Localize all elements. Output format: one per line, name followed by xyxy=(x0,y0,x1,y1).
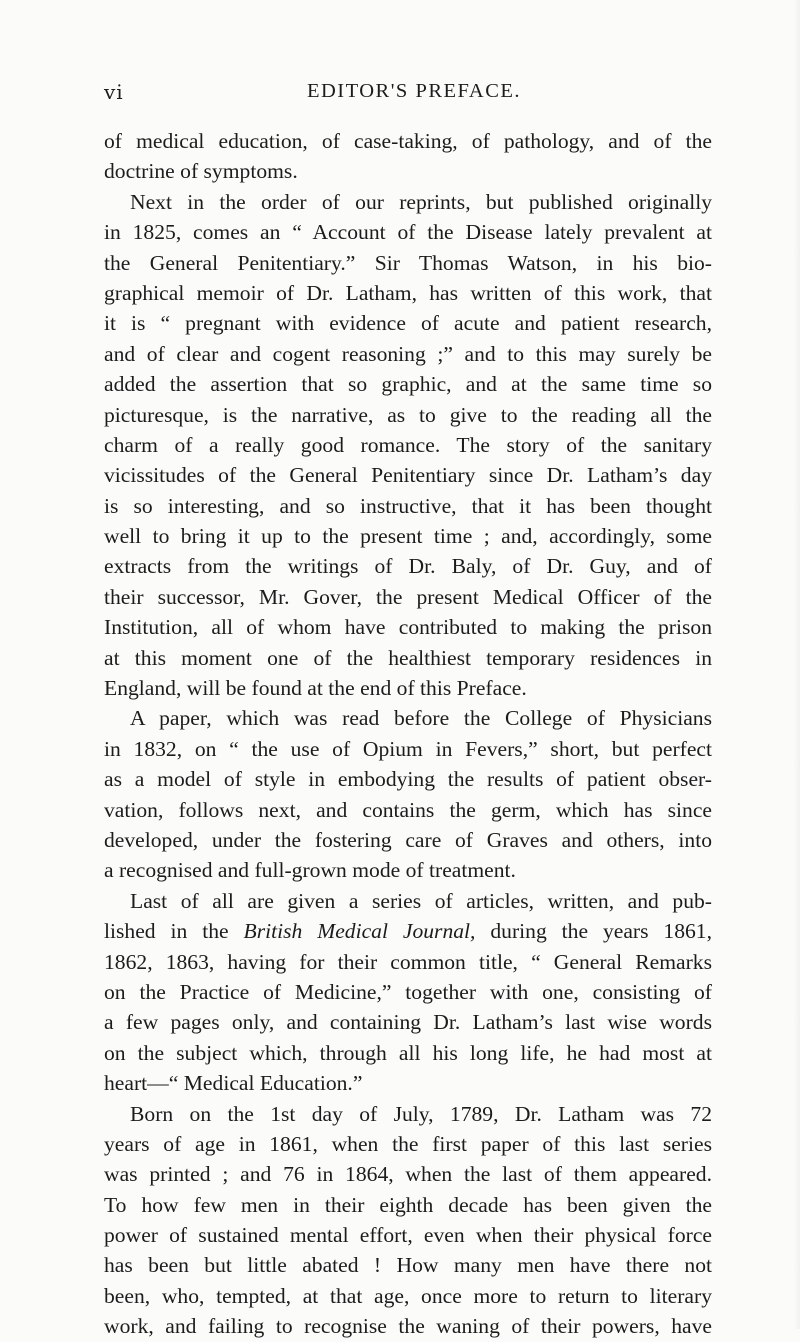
text-line: vation, follows next, and contains the germ, which has since xyxy=(104,797,712,822)
page-number: vi xyxy=(104,80,124,104)
text-segment: lished in the xyxy=(104,919,244,944)
text-line: 1862, 1863, having for their common title, “ General Remarks xyxy=(104,949,712,974)
text-line: To how few men in their eighth decade has been given the xyxy=(104,1192,712,1217)
page-edge-shadow xyxy=(794,0,800,1329)
text-line: Last of all are given a series of articles, written, and pub- xyxy=(130,888,712,913)
text-line xyxy=(104,916,712,946)
text-line: been, who, tempted, at that age, once more to return to literary xyxy=(104,1283,712,1308)
text-line: has been but little abated ! How many men have there not xyxy=(104,1253,712,1278)
text-line: at this moment one of the healthiest temporary residences in xyxy=(104,645,712,670)
text-line: a recognised and full-grown mode of treatment. xyxy=(104,858,516,883)
text-line: on the subject which, through all his long life, he had most at xyxy=(104,1040,712,1065)
text-line: doctrine of symptoms. xyxy=(104,159,298,184)
text-line: graphical memoir of Dr. Latham, has written of this work, that xyxy=(104,280,712,305)
running-head: EDITOR'S PREFACE. xyxy=(306,80,522,102)
journal-title: British Medical Journal, xyxy=(243,919,476,944)
text-line: A paper, which was read before the College of Physicians xyxy=(130,706,712,731)
text-line: their successor, Mr. Gover, the present Medical Officer of the xyxy=(104,584,712,609)
text-line: charm of a really good romance. The story of the sanitary xyxy=(104,432,712,457)
page-header xyxy=(104,80,684,110)
text-line: years of age in 1861, when the first paper of this last series xyxy=(104,1131,712,1156)
body-text xyxy=(104,126,712,1342)
text-line: vicissitudes of the General Penitentiary since Dr. Latham’s day xyxy=(104,463,712,488)
text-line: in 1825, comes an “ Account of the Disease lately prevalent at xyxy=(104,220,712,245)
text-line: picturesque, is the narrative, as to give to the reading all the xyxy=(104,402,712,427)
text-line: extracts from the writings of Dr. Baly, of Dr. Guy, and of xyxy=(104,554,712,579)
text-line: a few pages only, and containing Dr. Latham’s last wise words xyxy=(104,1010,712,1035)
text-segment: during the years 1861, xyxy=(475,919,713,944)
text-line: Institution, all of whom have contributed to making the prison xyxy=(104,615,712,640)
text-line: Born on the 1st day of July, 1789, Dr. Latham was 72 xyxy=(130,1101,712,1126)
text-line: added the assertion that so graphic, and at the same time so xyxy=(104,372,712,397)
text-line: the General Penitentiary.” Sir Thomas Watson, in his bio- xyxy=(104,250,712,275)
text-line: on the Practice of Medicine,” together with one, consisting of xyxy=(104,979,712,1004)
text-line: developed, under the fostering care of Graves and others, into xyxy=(104,827,712,852)
text-line: and of clear and cogent reasoning ;” and to this may surely be xyxy=(104,341,712,366)
text-line: is so interesting, and so instructive, that it has been thought xyxy=(104,493,712,518)
text-line: well to bring it up to the present time ; and, accordingly, some xyxy=(104,524,712,549)
text-line: work, and failing to recognise the waning of their powers, have xyxy=(104,1314,712,1339)
text-line: of medical education, of case-taking, of pathology, and of the xyxy=(104,129,712,153)
text-line: power of sustained mental effort, even when their physical force xyxy=(104,1223,712,1248)
text-line: was printed ; and 76 in 1864, when the last of them appeared. xyxy=(104,1162,712,1187)
text-line: heart—“ Medical Education.” xyxy=(104,1071,363,1096)
text-line: Next in the order of our reprints, but published originally xyxy=(130,189,712,214)
text-line: in 1832, on “ the use of Opium in Fevers,” short, but perfect xyxy=(104,736,712,761)
text-line: as a model of style in embodying the results of patient obser- xyxy=(104,767,712,792)
text-line: England, will be found at the end of this Preface. xyxy=(104,676,527,701)
text-line: it is “ pregnant with evidence of acute and patient research, xyxy=(104,311,712,336)
